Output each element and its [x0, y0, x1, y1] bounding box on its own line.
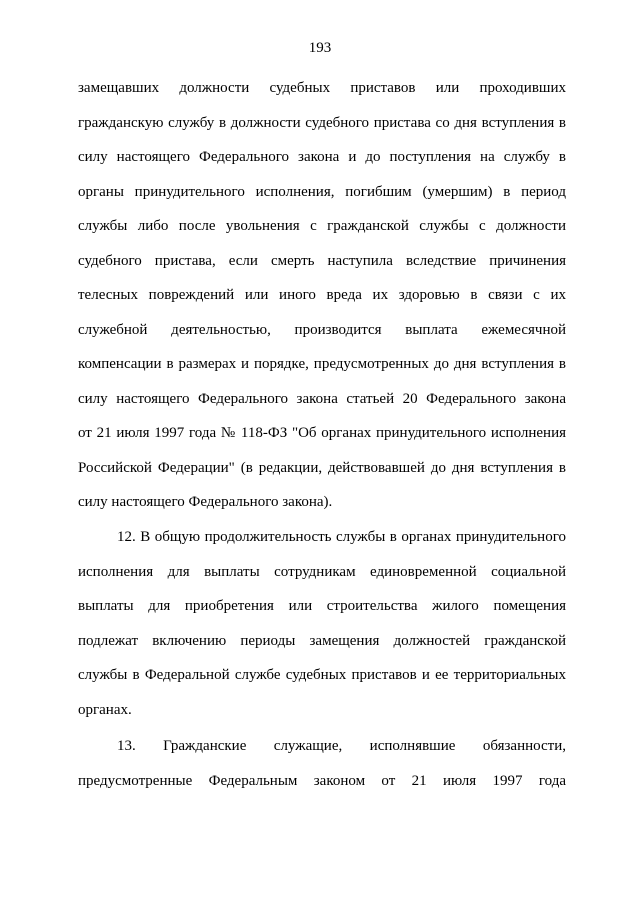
paragraph-12-first-line: 12. В общую продолжительность службы в органах принудительного [117, 529, 566, 545]
text-line: силу настоящего Федерального закона). [78, 494, 333, 510]
text-line: телесных повреждений или иного вреда их здоровью в связи с их [78, 287, 566, 303]
text-line: силу настоящего Федерального закона и до поступления на службу в [78, 149, 566, 165]
text-line: органах. [78, 702, 132, 718]
text-line: органы принудительного исполнения, погибшим (умершим) в период [78, 184, 566, 200]
text-line: исполнения для выплаты сотрудникам единовременной социальной [78, 564, 566, 580]
text-line: выплаты для приобретения или строительства жилого помещения [78, 598, 566, 614]
text-line: службы в Федеральной службе судебных приставов и ее территориальных [78, 667, 566, 683]
text-line: гражданскую службу в должности судебного пристава со дня вступления в [78, 115, 566, 131]
text-line: Российской Федерации" (в редакции, действовавшей до дня вступления в [78, 460, 566, 476]
text-line: компенсации в размерах и порядке, предусмотренных до дня вступления в [78, 356, 566, 372]
text-line: служебной деятельностью, производится выплата ежемесячной [78, 322, 566, 338]
text-line: замещавших должности судебных приставов или проходивших [78, 80, 566, 96]
text-line: подлежат включению периоды замещения должностей гражданской [78, 633, 566, 649]
text-line: судебного пристава, если смерть наступила вследствие причинения [78, 253, 566, 269]
text-line: от 21 июля 1997 года № 118-ФЗ "Об органах принудительного исполнения [78, 425, 566, 441]
text-line: силу настоящего Федерального закона статьей 20 Федерального закона [78, 391, 566, 407]
page-number: 193 [308, 40, 332, 56]
text-line: службы либо после увольнения с гражданской службы с должности [78, 218, 566, 234]
text-line: предусмотренные Федеральным законом от 21 июля 1997 года [78, 773, 566, 789]
paragraph-13-first-line: 13. Гражданские служащие, исполнявшие обязанности, [117, 738, 566, 754]
